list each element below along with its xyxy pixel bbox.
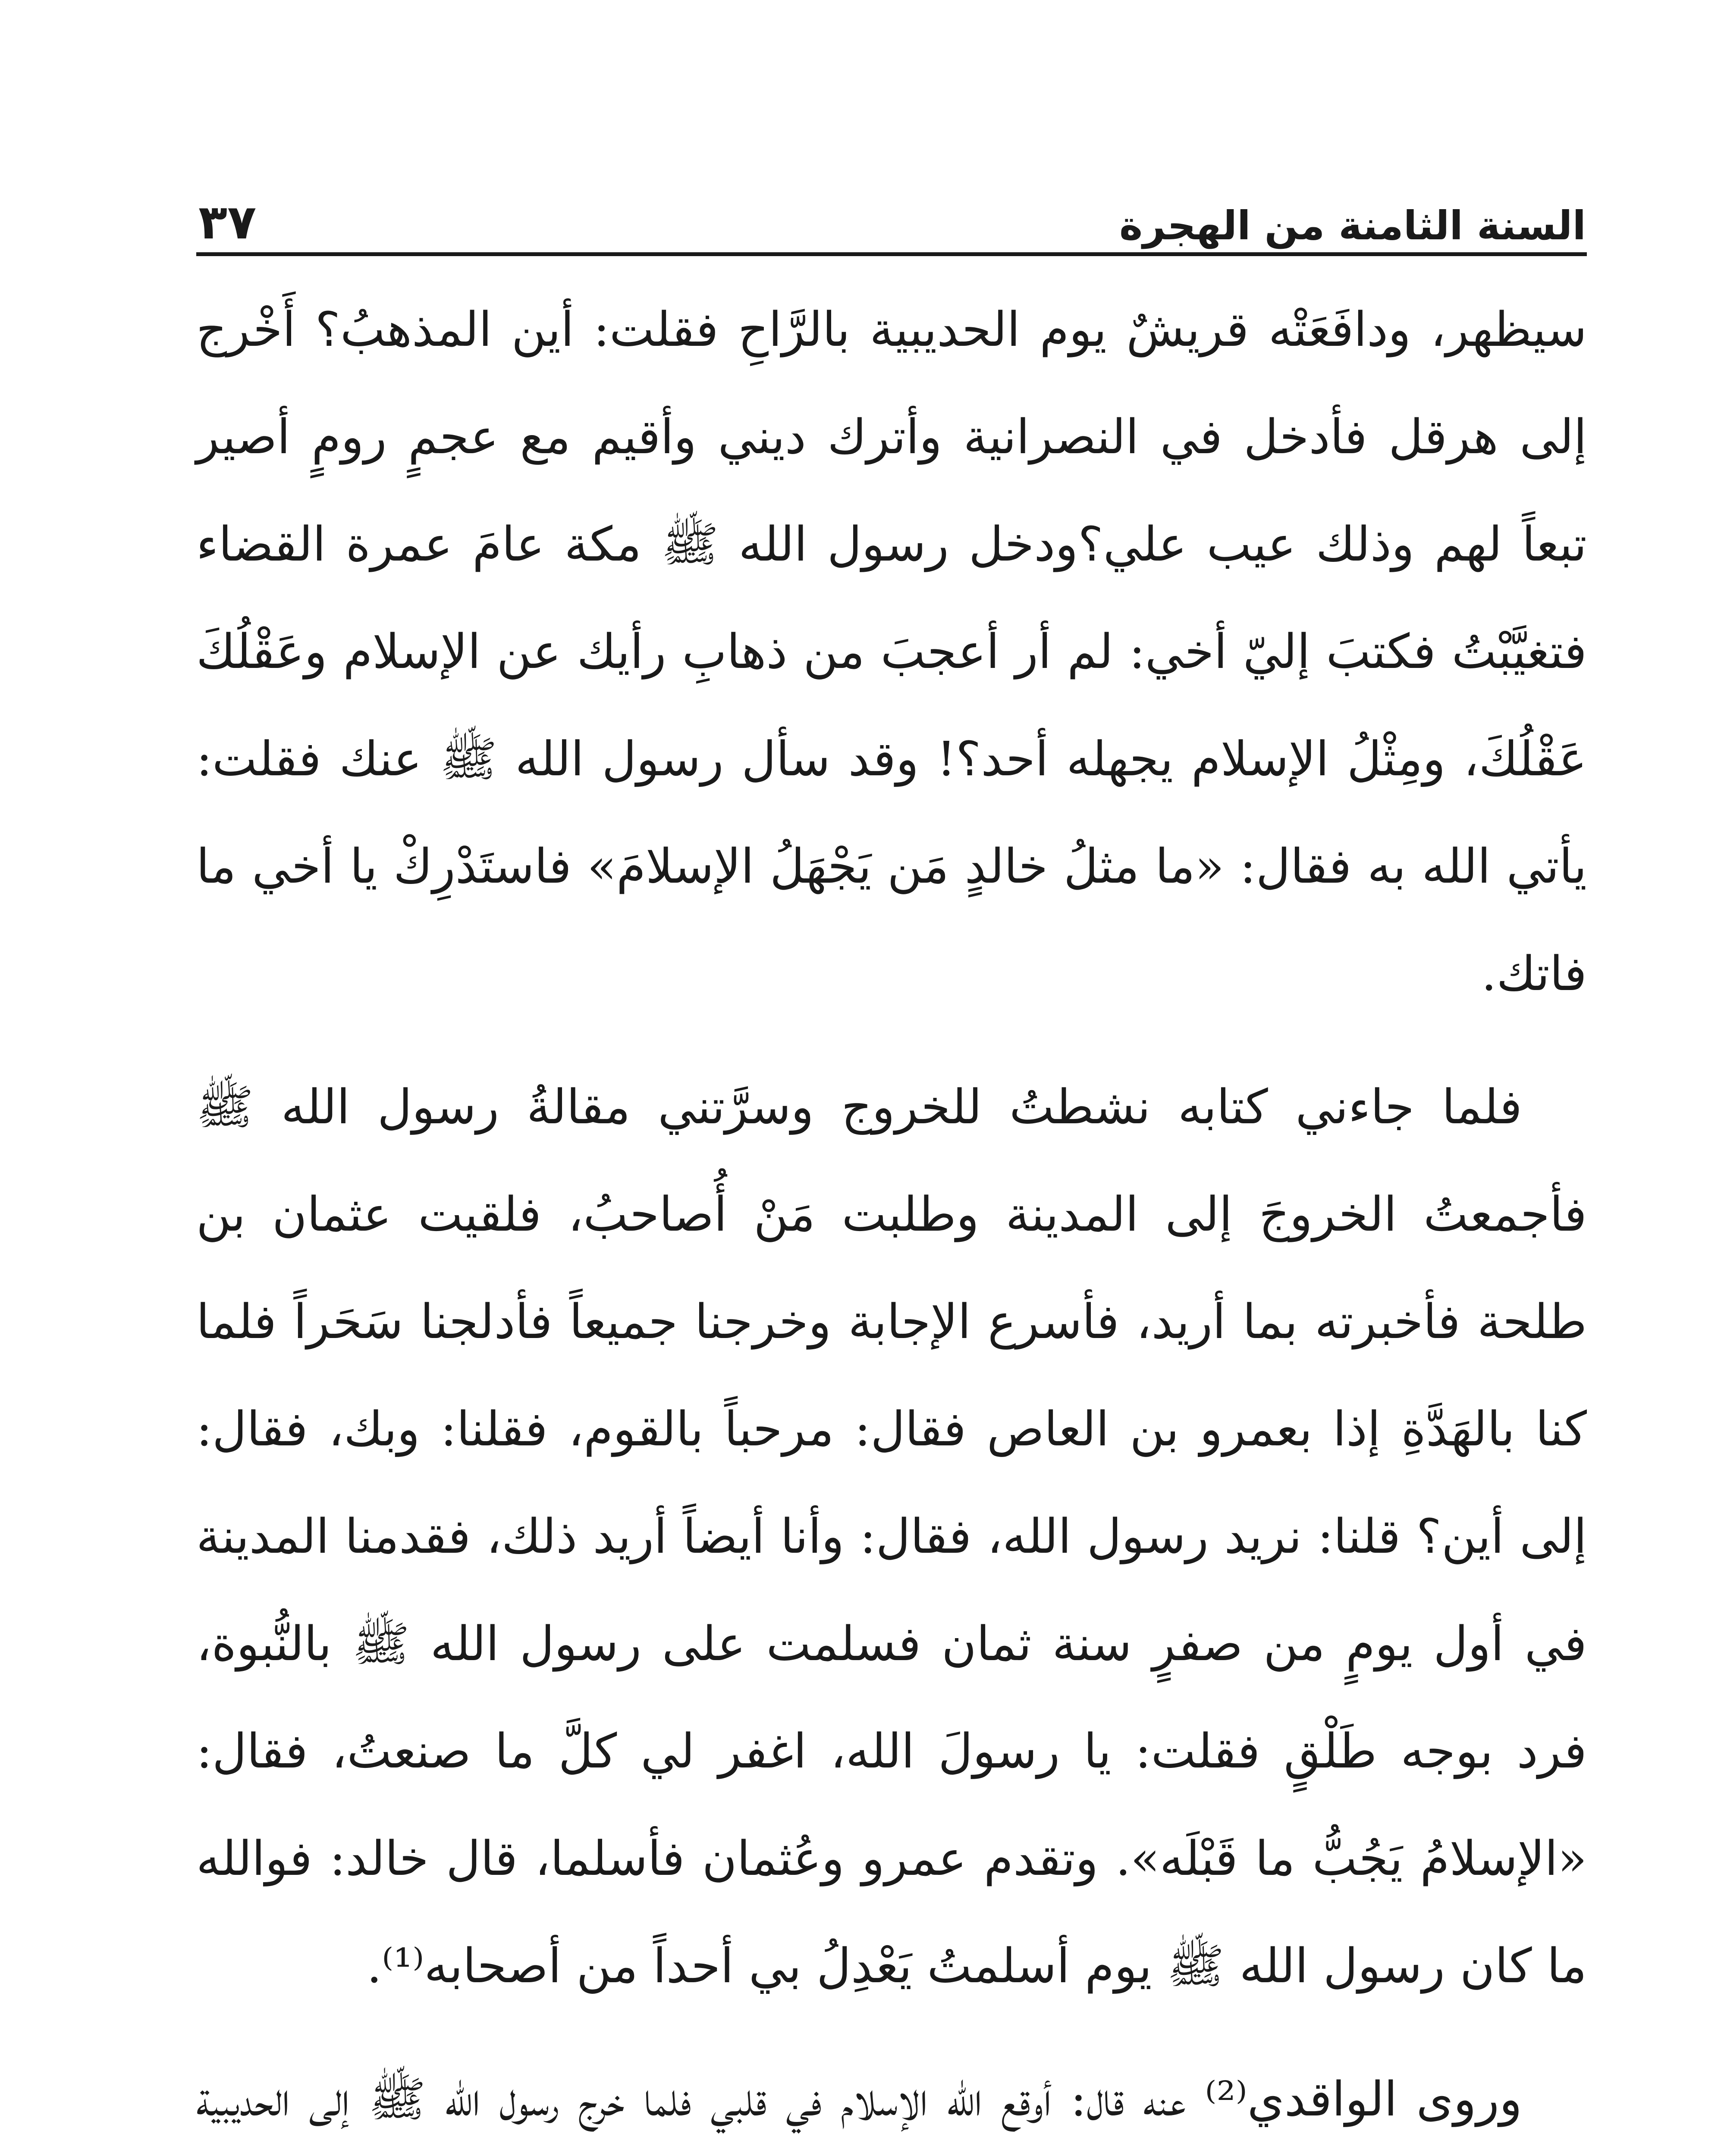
main-text bbox=[196, 276, 1587, 2156]
page-header bbox=[198, 164, 1586, 250]
running-title: السنة الثامنة من الهجرة bbox=[1119, 203, 1586, 249]
paragraph-3: وروى الواقدي⁽²⁾ عنه قال: أوقع الله الإسلام في قلبي فلما خرج رسول الله ﷺ إلى الحديبية bbox=[196, 2071, 1522, 2127]
paragraph-2: فلما جاءني كتابه نشطتُ للخروج وسرَّتني مقالةُ رسول الله ﷺ فأجمعتُ الخروجَ إلى المدينة وطلبت مَنْ أُصاحبُ، فلقيت عثمان بن طلحة فأخبرته بما أريد، فأسرع الإجابة وخرجنا جميعاً فأدلجنا سَحَراً فلما كنا بالهَدَّةِ إذا بعمرو بن العاص فقال: مرحباً بالقوم، فقلنا: وبك، فقال: إلى أين؟ قلنا: نريد رسول الله، فقال: وأنا أيضاً أريد ذلك، فقدمنا المدينة في أول يومٍ من صفرٍ سنة ثمان فسلمت على رسول الله ﷺ بالنُّبوة، فرد بوجه طَلْقٍ فقلت: يا رسولَ الله، اغفر لي كلَّ ما صنعتُ، فقال: «الإسلامُ يَجُبُّ ما قَبْلَه». وتقدم عمرو وعُثمان فأسلما، قال خالد: فوالله ما كان رسول الله ﷺ يوم أسلمتُ يَعْدِلُ بي أحداً من أصحابه⁽¹⁾. bbox=[196, 1079, 1587, 1993]
page-number: ٣٧ bbox=[198, 194, 257, 250]
paragraph-1: سيظهر، ودافَعَتْه قريشٌ يوم الحديبية بالرَّاحِ فقلت: أين المذهبُ؟ أَخْرج إلى هرقل فأدخل في النصرانية وأترك ديني وأقيم مع عجمٍ رومٍ أصير تبعاً لهم وذلك عيب علي؟ودخل رسول الله ﷺ مكة عامَ عمرة القضاء فتغيَّبْتُ فكتبَ إليّ أخي: لم أر أعجبَ من ذهابِ رأيك عن الإسلام وعَقْلُكَ عَقْلُكَ، ومِثْلُ الإسلام يجهله أحد؟! وقد سأل رسول الله ﷺ عنك فقلت: يأتي الله به فقال: «ما مثلُ خالدٍ مَن يَجْهَلُ الإسلامَ» فاستَدْرِكْ يا أخي ما فاتك. bbox=[196, 302, 1587, 1001]
header-divider bbox=[196, 252, 1587, 256]
